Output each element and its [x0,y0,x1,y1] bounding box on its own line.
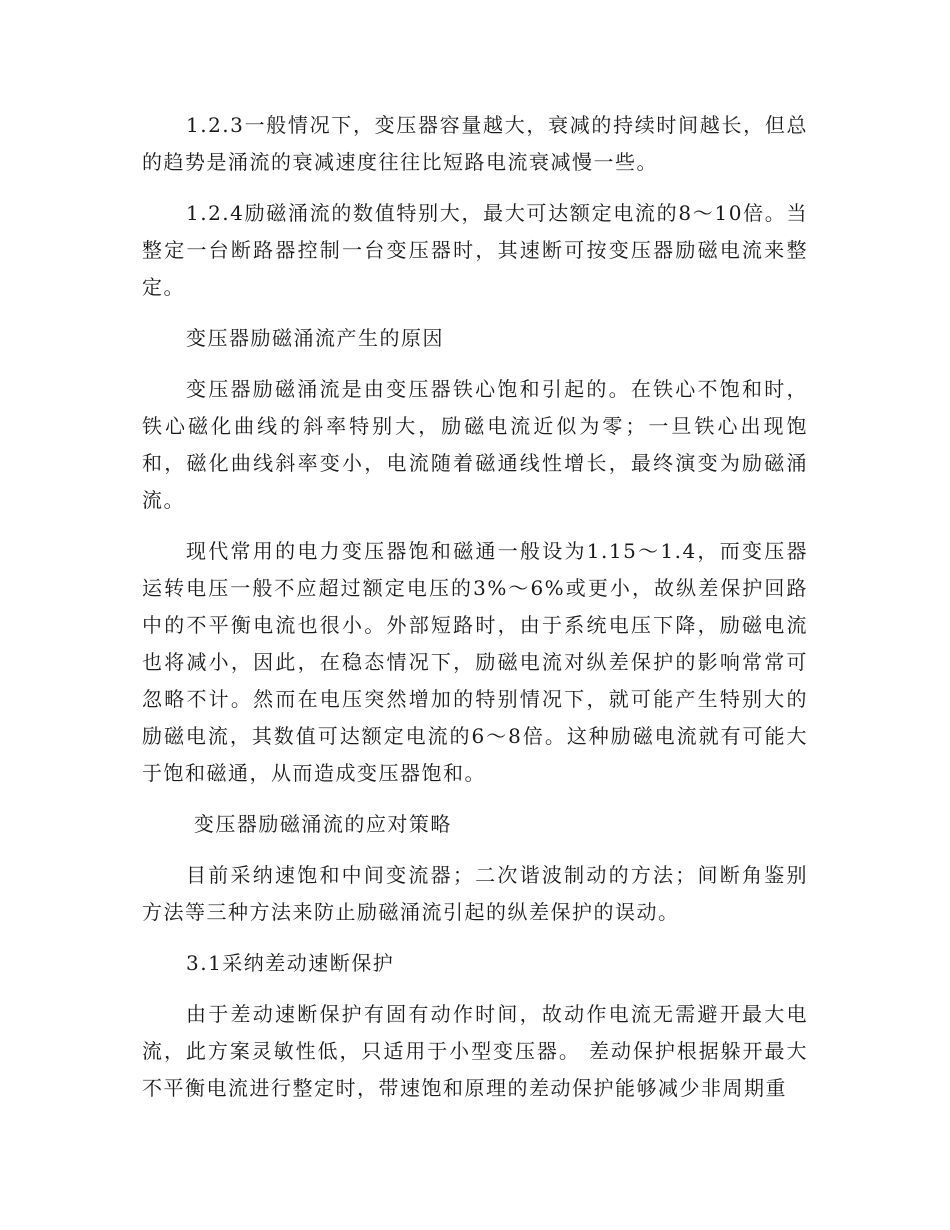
paragraph-saturation-details: 现代常用的电力变压器饱和磁通一般设为1.15～1.4，而变压器运转电压一般不应超过额定电压的3%～6%或更小，故纵差保护回路中的不平衡电流也很小。外部短路时，由于系统电压下降，励磁电流也将减小，因此，在稳态情况下，励磁电流对纵差保护的影响常常可忽略不计。然而在电压突然增加的特别情况下，就可能产生特别大的励磁电流，其数值可达额定电流的6～8倍。这种励磁电流就有可能大于饱和磁通，从而造成变压器饱和。 [142,539,808,785]
paragraph-differential-quick-break: 由于差动速断保护有固有动作时间，故动作电流无需避开最大电流，此方案灵敏性低，只适用于小型变压器。 差动保护根据躲开最大不平衡电流进行整定时，带速饱和原理的差动保护能够减少非周期重 [142,1002,808,1100]
document-body [142,107,808,1121]
section-heading-strategy: 变压器励磁涌流的应对策略 [186,812,452,836]
paragraph-1-2-4: 1.2.4励磁涌流的数值特别大，最大可达额定电流的8～10倍。当整定一台断路器控制一台变压器时，其速断可按变压器励磁电流来整定。 [142,201,808,299]
section-heading-3-1: 3.1采纳差动速断保护 [186,951,395,975]
section-heading-cause: 变压器励磁涌流产生的原因 [186,326,444,350]
paragraph-1-2-3: 1.2.3一般情况下，变压器容量越大，衰减的持续时间越长，但总的趋势是涌流的衰减速度往往比短路电流衰减慢一些。 [142,113,808,174]
paragraph-cause-explanation: 变压器励磁涌流是由变压器铁心饱和引起的。在铁心不饱和时，铁心磁化曲线的斜率特别大，励磁电流近似为零；一旦铁心出现饱和，磁化曲线斜率变小，电流随着磁通线性增长，最终演变为励磁涌流。 [142,377,808,512]
paragraph-strategy-methods: 目前采纳速饱和中间变流器；二次谐波制动的方法；间断角鉴别方法等三种方法来防止励磁涌流引起的纵差保护的误动。 [142,863,808,924]
